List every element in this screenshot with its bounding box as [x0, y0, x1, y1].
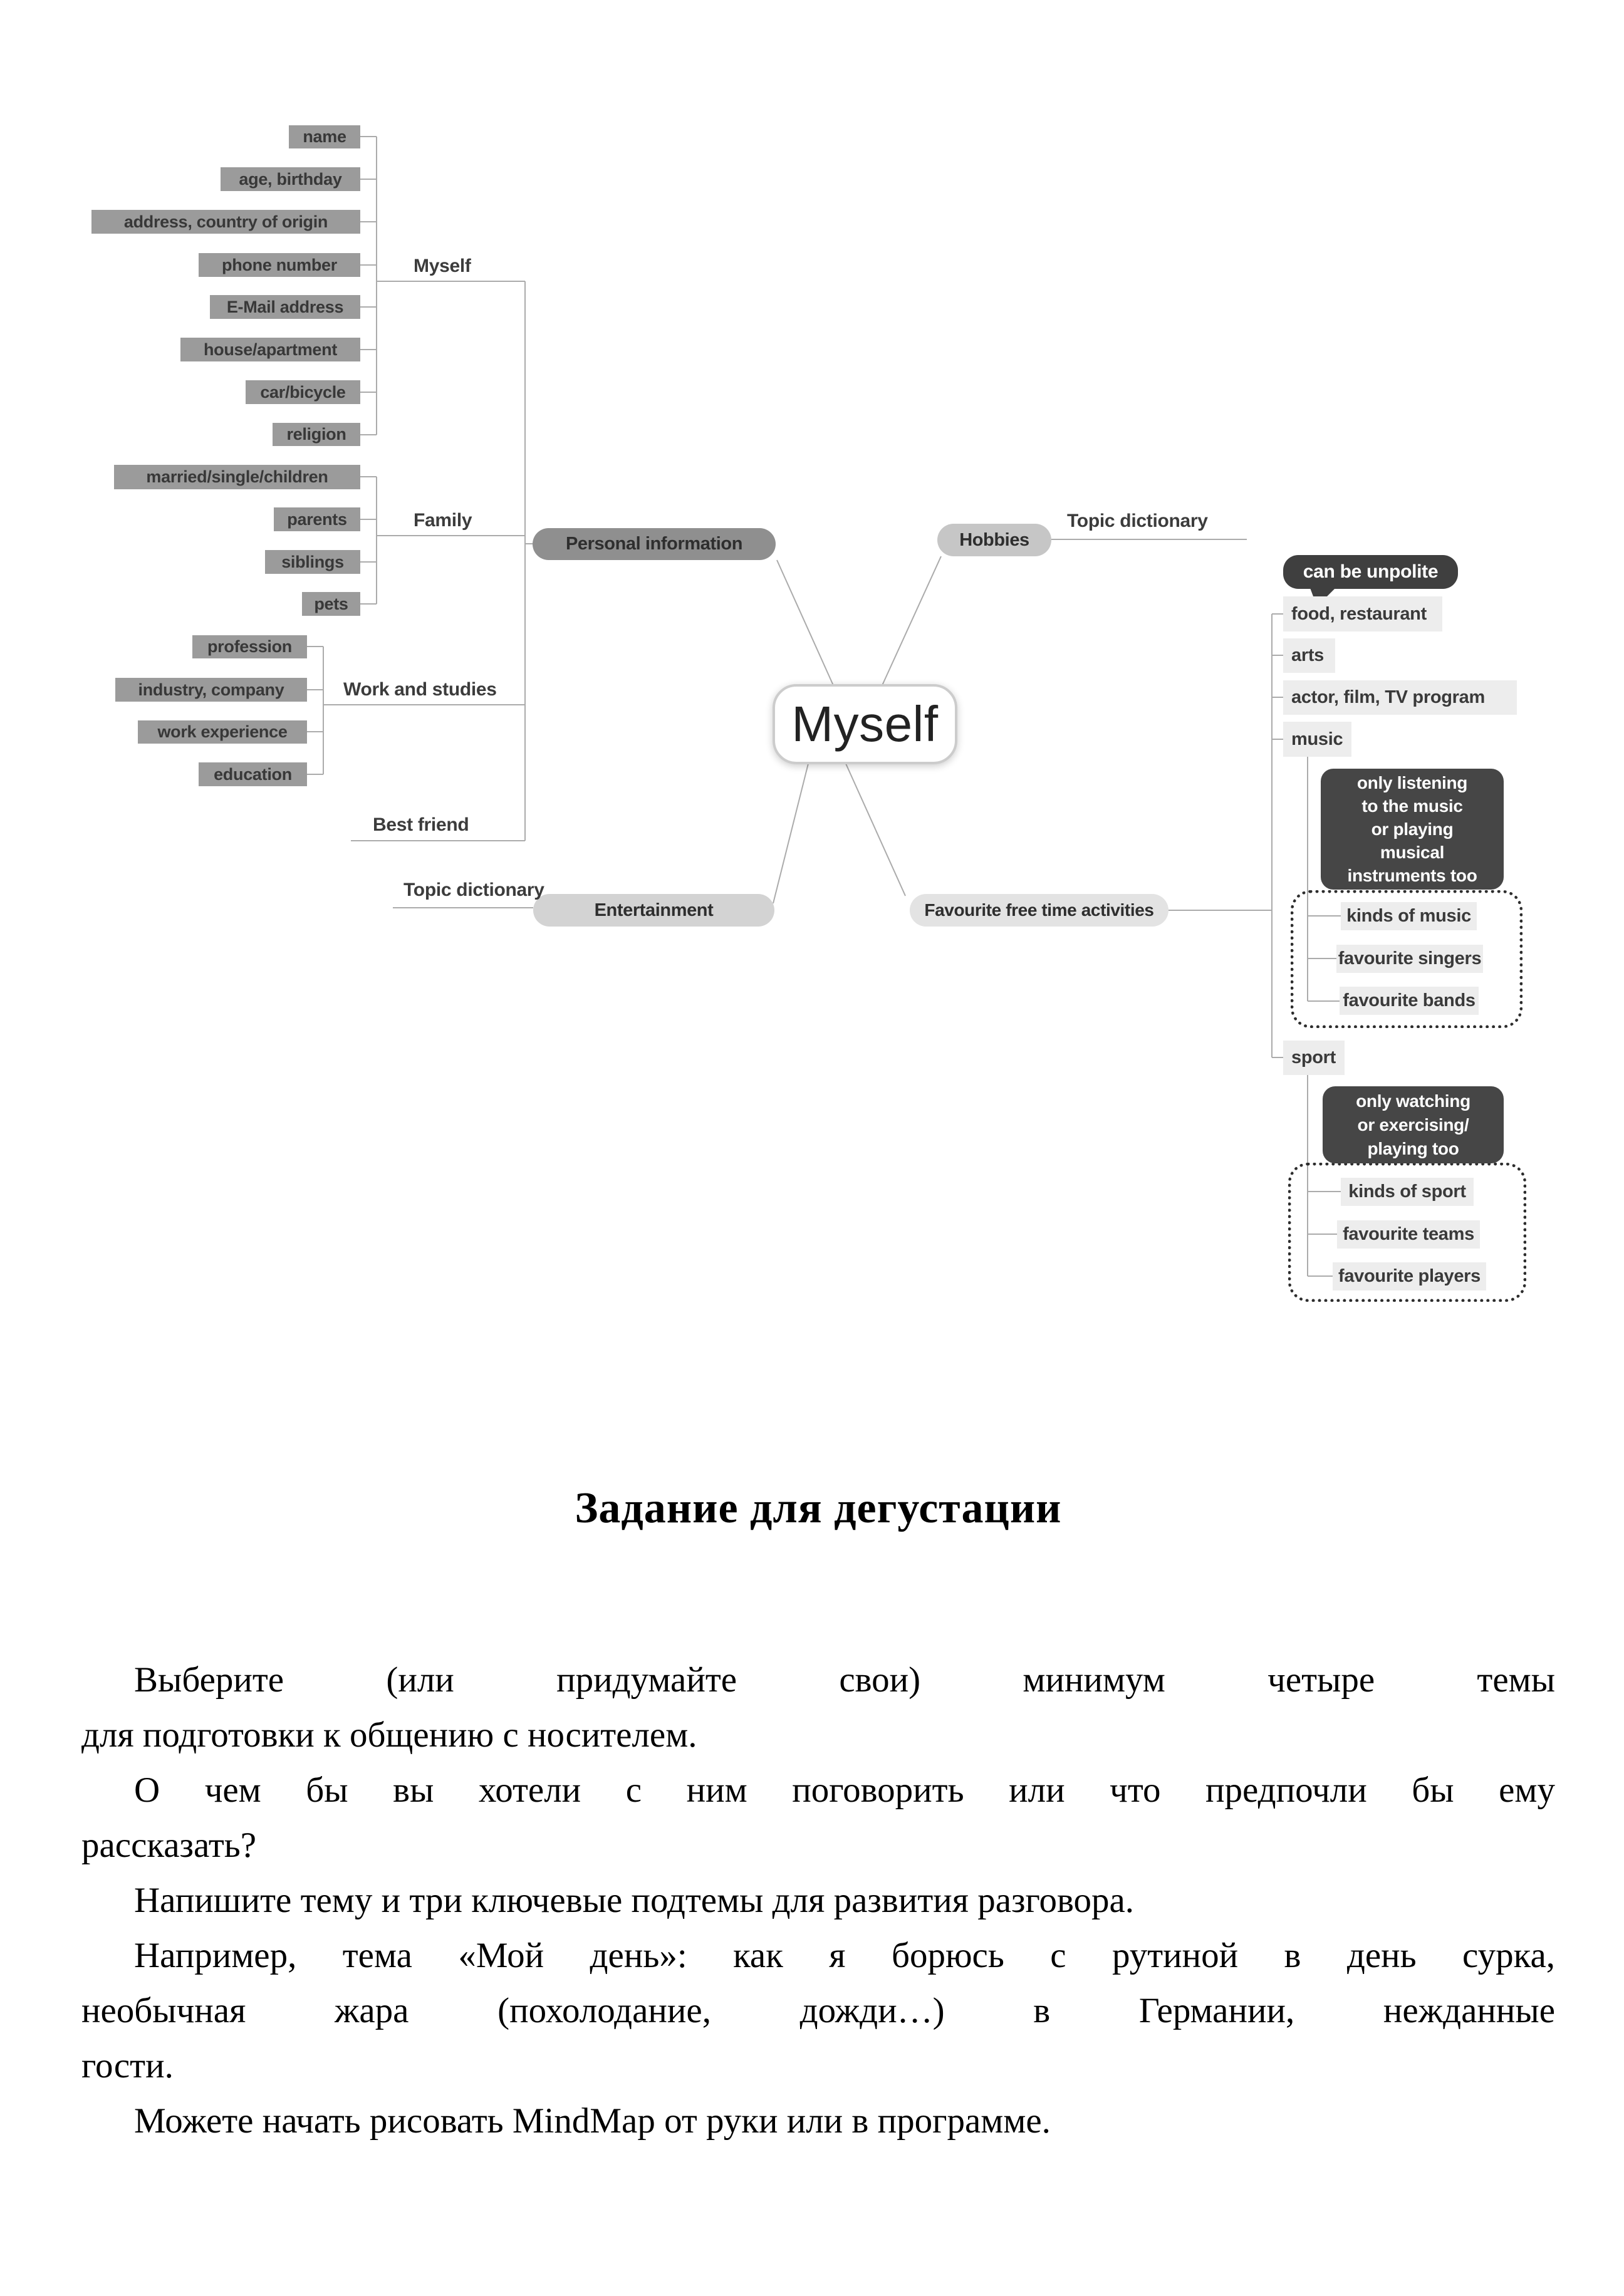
mindmap-item-favourite-teams: favourite teams [1337, 1220, 1480, 1249]
paragraph-line: Выберите (или придумайте свои) минимум четыре темы [134, 1660, 1555, 1700]
sport-note-line: playing too [1367, 1138, 1459, 1158]
music-note-line: instruments too [1347, 866, 1477, 885]
mindmap-callout-can-be-unpolite: can be unpolite [1283, 555, 1458, 589]
mindmap-item-kinds-of-music: kinds of music [1341, 902, 1477, 930]
mindmap-item-work-experience: work experience [138, 720, 307, 744]
paragraph-line: Можете начать рисовать MindMap от руки или в программе. [134, 2101, 1051, 2141]
mindmap-branch-hobbies: Hobbies [937, 524, 1051, 556]
mindmap-item-arts: arts [1283, 638, 1335, 673]
paragraph-line: рассказать? [81, 1826, 257, 1865]
mindmap-item-siblings: siblings [265, 550, 360, 574]
mindmap-branch-entertainment: Entertainment [533, 894, 774, 927]
mindmap-item-religion: religion [273, 423, 360, 446]
mindmap-item-education: education [199, 762, 307, 786]
mindmap-item-favourite-players: favourite players [1333, 1262, 1486, 1291]
mindmap-center-myself: Myself [773, 684, 957, 764]
mindmap-item-email-address: E-Mail address [210, 295, 360, 319]
music-note-line: musical [1380, 843, 1445, 862]
mindmap-item-favourite-bands: favourite bands [1340, 987, 1479, 1015]
mindmap-item-actor-film-tv: actor, film, TV program [1283, 680, 1517, 715]
paragraph-line: необычная жара (похолодание, дожди…) в Германии, нежданные [81, 1991, 1555, 2030]
mindmap-label-family: Family [414, 510, 472, 531]
paragraph-line: Напишите тему и три ключевые подтемы для развития разговора. [134, 1881, 1135, 1920]
mindmap-item-phone-number: phone number [199, 253, 360, 277]
sport-note-line: or exercising/ [1357, 1114, 1469, 1135]
music-note-line: to the music [1361, 796, 1463, 816]
mindmap-note-sport [1323, 1086, 1504, 1163]
mindmap-item-favourite-singers: favourite singers [1336, 945, 1483, 973]
mindmap-item-name: name [289, 125, 360, 148]
article [81, 1483, 1555, 2149]
mindmap-item-kinds-of-sport: kinds of sport [1341, 1178, 1474, 1206]
sport-note-line: only watching [1356, 1091, 1470, 1111]
mindmap-label-best-friend: Best friend [373, 814, 469, 835]
mindmap-item-married-single-children: married/single/children [114, 465, 360, 489]
music-note-line: only listening [1356, 773, 1468, 792]
music-note-line: or playing [1371, 819, 1454, 839]
mindmap-item-car-bicycle: car/bicycle [246, 380, 360, 404]
mindmap-item-music: music [1283, 722, 1351, 757]
paragraph-line: для подготовки к общению с носителем. [81, 1715, 697, 1755]
mindmap-item-profession: profession [192, 635, 307, 658]
mindmap-item-age-birthday: age, birthday [221, 167, 360, 191]
mindmap-item-industry-company: industry, company [115, 678, 307, 702]
mindmap-label-myself-subgroup: Myself [414, 256, 471, 276]
paragraph-line: О чем бы вы хотели с ним поговорить или что предпочли бы ему [134, 1770, 1555, 1810]
mindmap-note-music [1321, 769, 1504, 890]
mindmap-item-address-origin: address, country of origin [91, 210, 360, 234]
mindmap-branch-favourite-free-time: Favourite free time activities [910, 894, 1169, 927]
paragraph-line: Например, тема «Мой день»: как я борюсь с рутиной в день сурка, [134, 1936, 1555, 1975]
mindmap-branch-personal-information: Personal information [533, 528, 776, 560]
mindmap-label-topic-dictionary-hobbies: Topic dictionary [1067, 511, 1208, 531]
paragraph-line: гости. [81, 2046, 174, 2086]
mindmap-label-work-and-studies: Work and studies [343, 679, 497, 700]
article-heading: Задание для дегустации [575, 1484, 1062, 1532]
mindmap-item-house-apartment: house/apartment [180, 338, 360, 361]
mindmap-item-parents: parents [274, 507, 360, 531]
mindmap-item-food-restaurant: food, restaurant [1283, 596, 1442, 631]
mindmap-item-pets: pets [302, 592, 360, 616]
mindmap-label-topic-dictionary-entertainment: Topic dictionary [403, 880, 544, 900]
mindmap-item-sport: sport [1283, 1041, 1345, 1075]
